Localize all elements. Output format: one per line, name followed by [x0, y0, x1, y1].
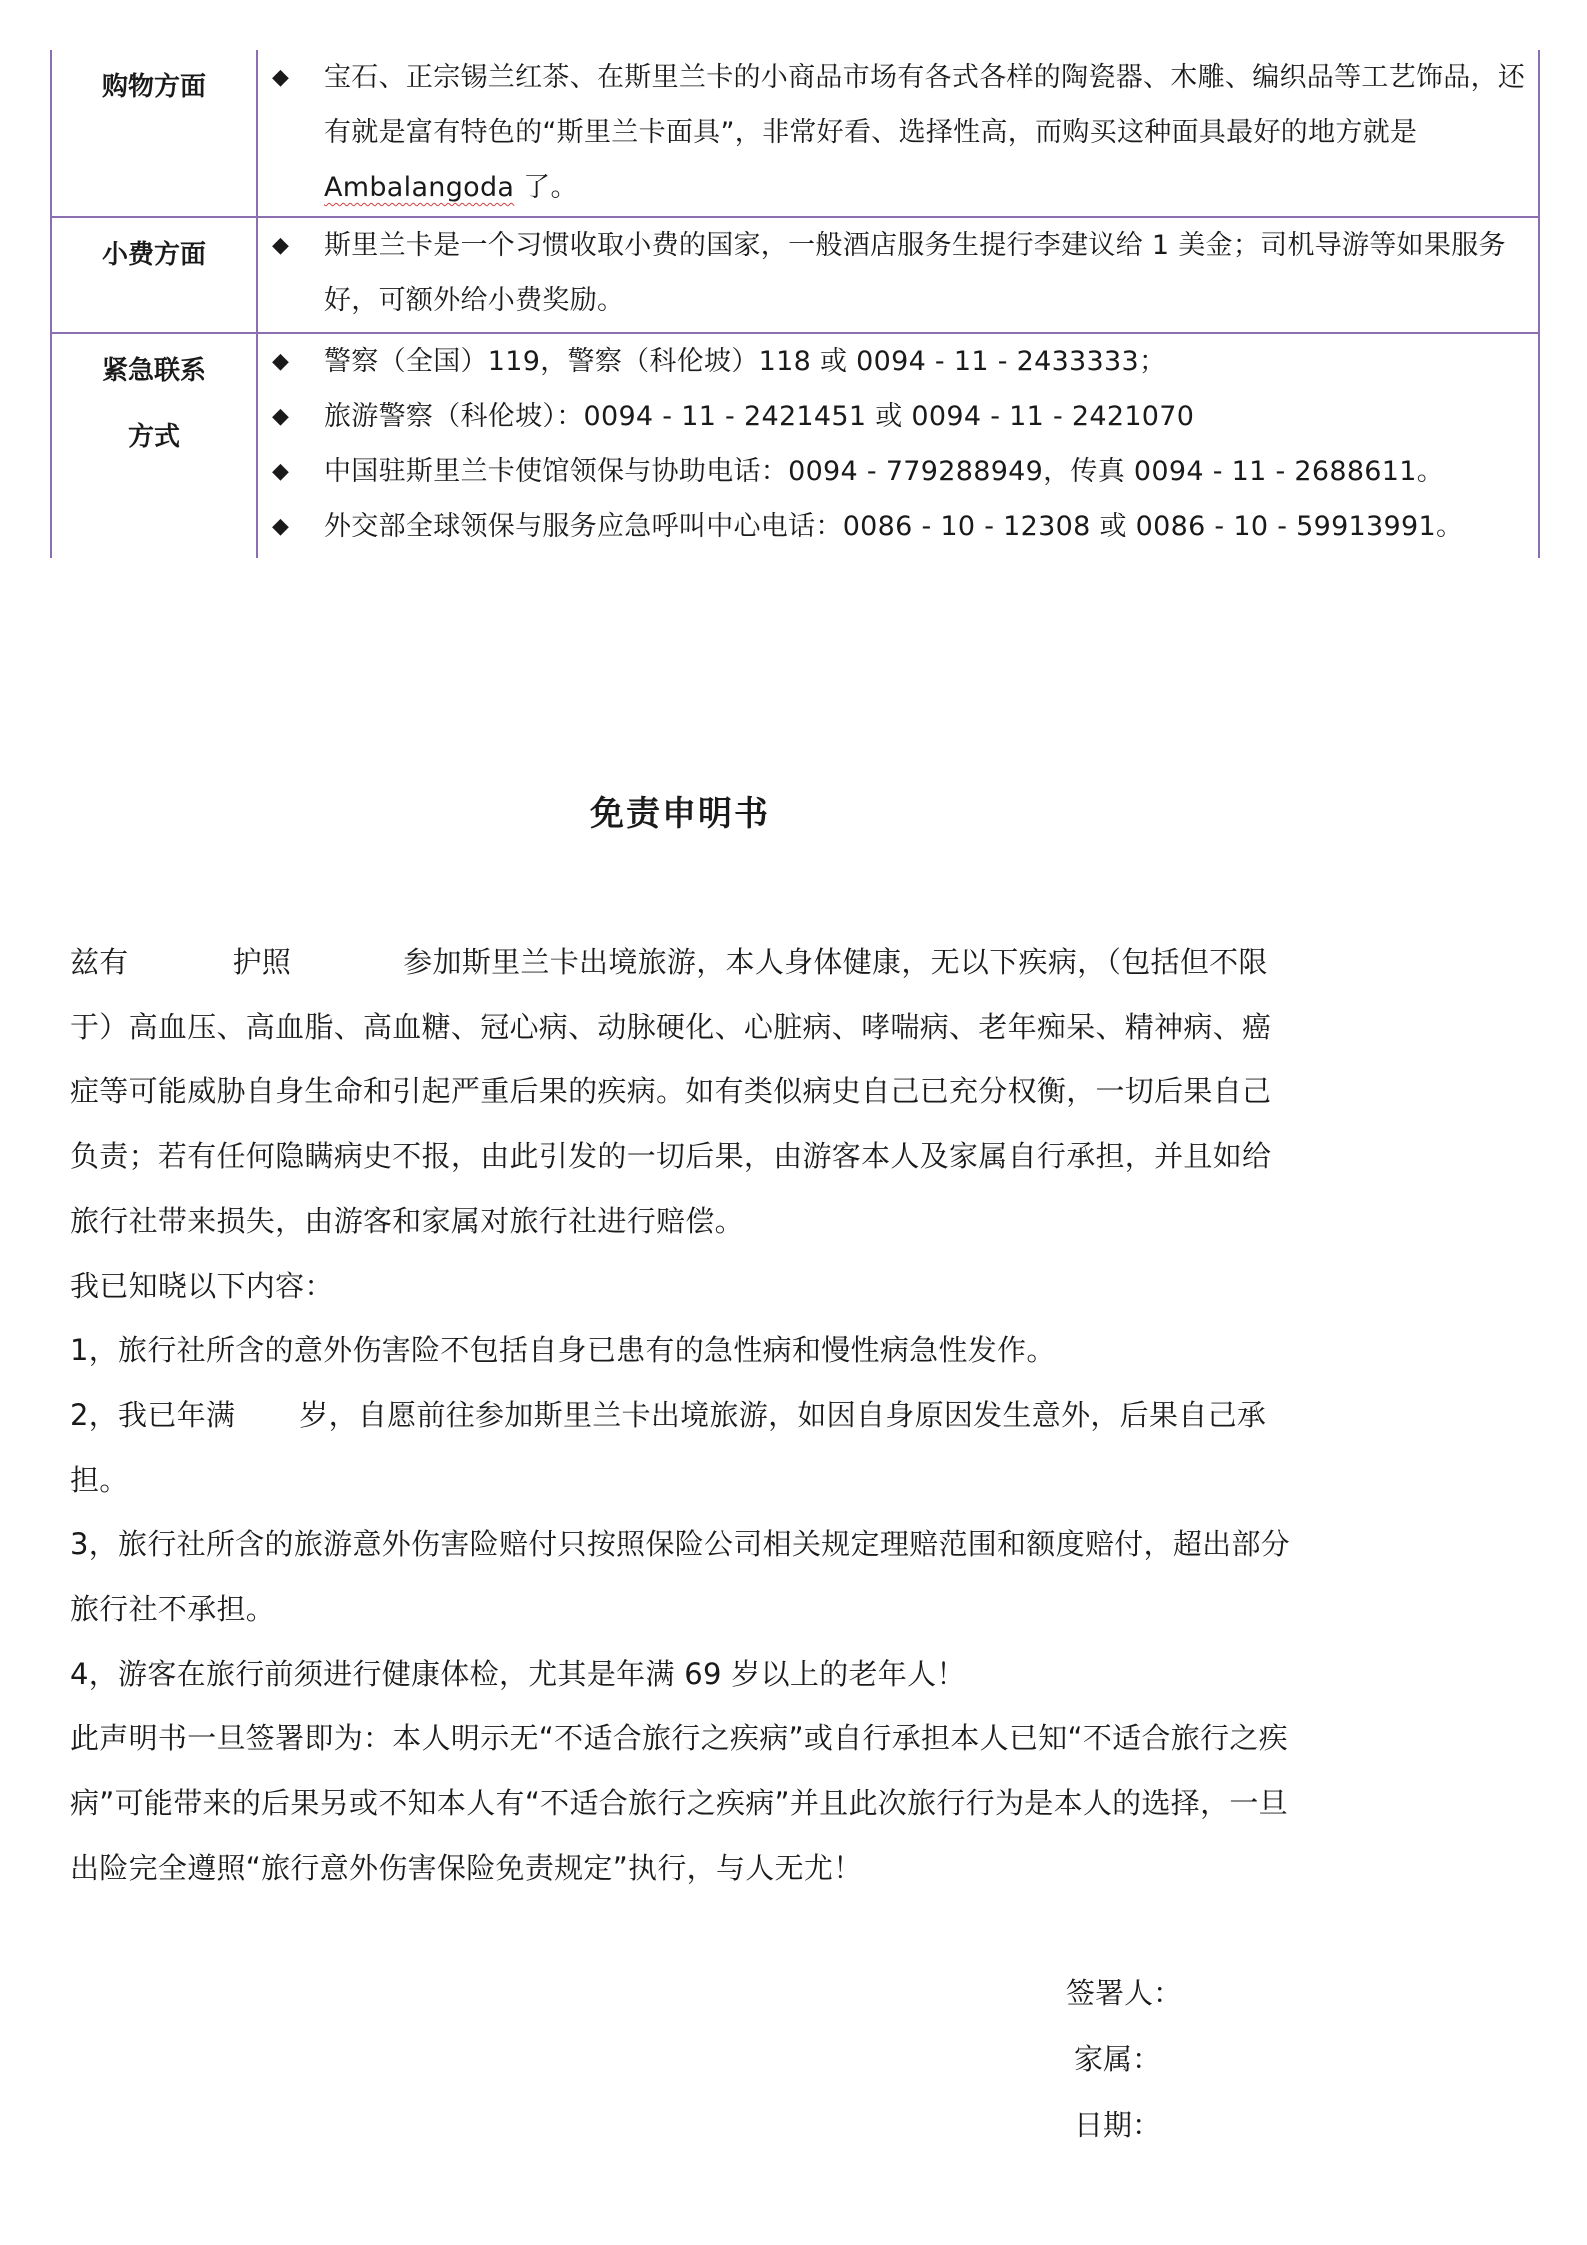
table-row-emergency [51, 333, 1539, 558]
list-item [272, 389, 1528, 444]
list-item [272, 218, 1528, 328]
diamond-bullet-icon: ◆ [272, 514, 289, 539]
content-cell [257, 217, 1539, 333]
clause-1: 1，旅行社所含的意外伤害险不包括自身已患有的急性病和慢性病急性发作。 [70, 1333, 1056, 1368]
intro-text: 参加斯里兰卡出境旅游，本人身体健康，无以下疾病，（包括但不限于）高血压、高血脂、高血糖、冠心病、动脉硬化、心脏病、哮喘病、老年痴呆、精神病、癌症等可能威胁自身生命和引起严重后果的疾病。如有类似病史自己已充分权衡，一切后果自己负责；若有任何隐瞒病史不报，由此引发的一切后果，由游客本人及家属自行承担，并且如给旅行社带来损失，由游客和家属对旅行社进行赔偿。 [70, 945, 1272, 1238]
diamond-bullet-icon: ◆ [272, 349, 289, 374]
category-cell [51, 333, 257, 558]
signer-label: 签署人： [1066, 1976, 1183, 2010]
clause-3: 3，旅行社所含的旅游意外伤害险赔付只按照保险公司相关规定理赔范围和额度赔付，超出部分旅行社不承担。 [70, 1527, 1291, 1627]
diamond-bullet-icon: ◆ [272, 65, 289, 90]
list-item [272, 50, 1528, 215]
known-line: 我已知晓以下内容： [70, 1268, 334, 1303]
clause-2 [70, 1383, 1300, 1512]
category-cell [51, 50, 257, 217]
item-text: 警察（全国）119，警察（科伦坡）118 或 0094 - 11 - 2433333； [324, 346, 1167, 377]
content-cell [257, 50, 1539, 217]
intro-text: 护照 [232, 945, 292, 979]
item-text: 中国驻斯里兰卡使馆领保与协助电话：0094 - 779288949，传真 0094 - 11 - 2688611。 [324, 456, 1445, 487]
disclaimer-body [70, 930, 1300, 1901]
item-text: 旅游警察（科伦坡）：0094 - 11 - 2421451 或 0094 - 11 - 2421070 [324, 401, 1195, 432]
table-row-tips [51, 217, 1539, 333]
item-text: 斯里兰卡是一个习惯收取小费的国家，一般酒店服务生提行李建议给 1 美金；司机导游等如果服务好，可额外给小费奖励。 [324, 230, 1506, 316]
category-cell [51, 217, 257, 333]
statement-paragraph: 此声明书一旦签署即为：本人明示无“不适合旅行之疾病”或自行承担本人已知“不适合旅行之疾病”可能带来的后果另或不知本人有“不适合旅行之疾病”并且此次旅行行为是本人的选择，一旦出险完全遵照“旅行意外伤害保险免责规定”执行，与人无尤！ [70, 1721, 1288, 1885]
travel-info-table [50, 50, 1540, 558]
clause-4: 4，游客在旅行前须进行健康体检，尤其是年满 69 岁以上的老年人！ [70, 1656, 966, 1691]
diamond-bullet-icon: ◆ [272, 233, 289, 258]
diamond-bullet-icon: ◆ [272, 404, 289, 429]
item-text: 外交部全球领保与服务应急呼叫中心电话：0086 - 10 - 12308 或 0086 - 10 - 59913991。 [324, 511, 1464, 542]
category-label: 紧急联系 [101, 356, 206, 386]
list-item [272, 334, 1528, 389]
content-cell [257, 333, 1539, 558]
page-title: 免责申明书 [590, 794, 770, 834]
item-text: 了。 [514, 172, 578, 203]
list-item [272, 499, 1528, 554]
table-row-shopping [51, 50, 1539, 217]
intro-paragraph [70, 930, 1300, 1254]
intro-text: 兹有 [70, 945, 129, 979]
family-label: 家属： [1074, 2042, 1162, 2076]
place-name: Ambalangoda [324, 172, 515, 203]
item-text: 宝石、正宗锡兰红茶、在斯里兰卡的小商品市场有各式各样的陶瓷器、木雕、编织品等工艺饰品，还有就是富有特色的“斯里兰卡面具”，非常好看、选择性高，而购买这种面具最好的地方就是 [324, 62, 1526, 148]
category-label: 小费方面 [101, 240, 206, 270]
clause-text: 岁，自愿前往参加斯里兰卡出境旅游，如因自身原因发生意外，后果自己承担。 [70, 1397, 1267, 1497]
category-label: 购物方面 [101, 72, 206, 102]
clause-text: 2，我已年满 [70, 1397, 236, 1432]
list-item [272, 444, 1528, 499]
category-label: 方式 [127, 422, 180, 452]
diamond-bullet-icon: ◆ [272, 459, 289, 484]
date-label: 日期： [1074, 2108, 1162, 2142]
signature-block [1066, 1960, 1182, 2158]
